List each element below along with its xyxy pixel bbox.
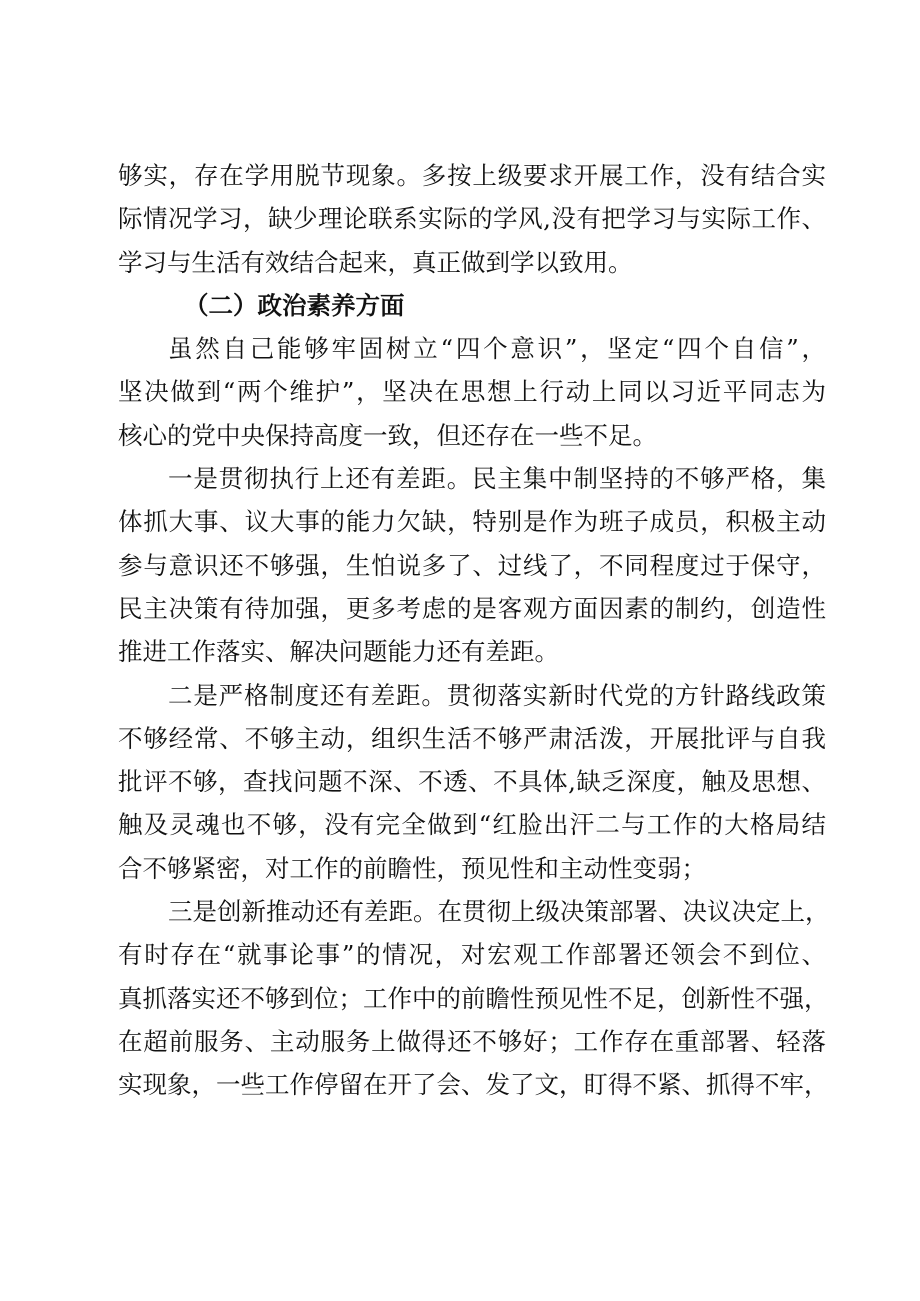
section-heading: （二）政治素养方面 xyxy=(184,290,405,320)
text-line: 一是贯彻执行上还有差距。民主集中制坚持的不够严格，集 xyxy=(168,464,826,494)
text-line: 触及灵魂也不够，没有完全做到“红脸出汗二与工作的大格局结 xyxy=(118,810,826,840)
text-line: 体抓大事、议大事的能力欠缺，特别是作为班子成员，积极主动 xyxy=(118,507,826,537)
paragraph-system-gap xyxy=(118,674,826,890)
text-line: 有时存在“就事论事”的情况，对宏观工作部署还领会不到位、 xyxy=(118,940,826,970)
paragraph-innovation-gap xyxy=(118,890,830,1106)
text-line: 核心的党中央保持高度一致，但还存在一些不足。 xyxy=(118,420,657,450)
text-line: 坚决做到“两个维护”，坚决在思想上行动上同以习近平同志为 xyxy=(118,377,826,407)
document-body xyxy=(118,154,830,1107)
text-line: 实现象，一些工作停留在开了会、发了文，盯得不紧、抓得不牢， xyxy=(118,1070,829,1100)
text-line: 参与意识还不够强，生怕说多了、过线了，不同程度过于保守， xyxy=(118,550,826,580)
paragraph-execution-gap xyxy=(118,457,826,673)
text-line: 在超前服务、主动服务上做得还不够好；工作存在重部署、轻落 xyxy=(118,1026,826,1056)
text-line: 二是严格制度还有差距。贯彻落实新时代党的方针路线政策 xyxy=(168,680,826,710)
text-line: 批评不够，查找问题不深、不透、不具体,缺乏深度，触及思想、 xyxy=(118,767,826,797)
text-line: 学习与生活有效结合起来，真正做到学以致用。 xyxy=(118,247,633,277)
text-line: 合不够紧密，对工作的前瞻性，预见性和主动性变弱； xyxy=(118,853,706,883)
text-line: 三是创新推动还有差距。在贯彻上级决策部署、决议决定上， xyxy=(168,897,830,927)
text-line: 际情况学习，缺少理论联系实际的学风,没有把学习与实际工作、 xyxy=(118,204,826,234)
text-line: 够实，存在学用脱节现象。多按上级要求开展工作，没有结合实 xyxy=(118,161,826,190)
paragraph-political-literacy xyxy=(118,327,826,457)
text-line: 虽然自己能够牢固树立“四个意识”，坚定“四个自信”， xyxy=(168,334,826,364)
text-line: 真抓落实还不够到位；工作中的前瞻性预见性不足，创新性不强， xyxy=(118,983,829,1013)
intro-paragraph xyxy=(118,154,826,284)
text-line: 推进工作落实、解决问题能力还有差距。 xyxy=(118,637,559,667)
text-line: 不够经常、不够主动，组织生活不够严肃活泼，开展批评与自我 xyxy=(118,723,826,753)
text-line: 民主决策有待加强，更多考虑的是客观方面因素的制约，创造性 xyxy=(118,593,826,623)
